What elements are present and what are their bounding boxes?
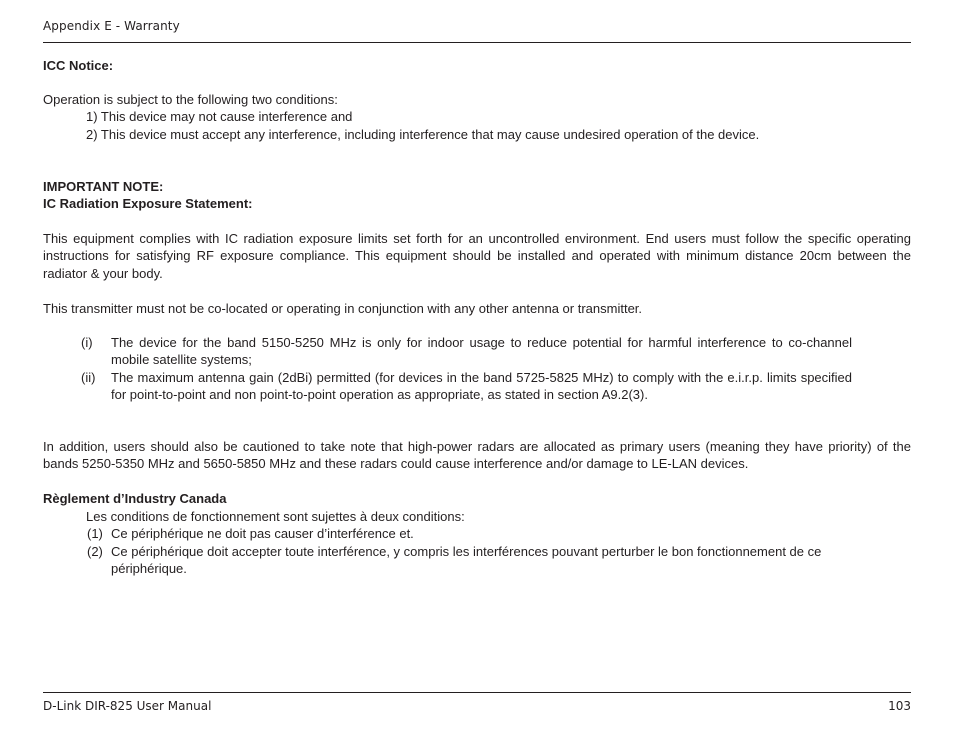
- radiation-paragraph: This equipment complies with IC radiation exposure limits set forth for an uncontrolled environment. End users must follow the specific operating instructions for satisfying RF exposure compliance. This equipment should be installed and operated with minimum distance 20cm between the radiator & your body.: [43, 231, 911, 281]
- icc-condition-1: 1) This device may not cause interference and: [86, 109, 353, 124]
- manual-title: D-Link DIR-825 User Manual: [43, 699, 212, 713]
- item-text-i: The device for the band 5150-5250 MHz is only for indoor usage to reduce potential for harmful interference to co-channel mobile satellite systems;: [111, 335, 852, 368]
- item-number-i: (i): [81, 335, 93, 350]
- icc-heading: ICC Notice:: [43, 58, 114, 73]
- canada-condition-number-2: (2): [87, 544, 103, 559]
- canada-condition-1: Ce périphérique ne doit pas causer d’interférence et.: [111, 526, 414, 541]
- colocation-paragraph: This transmitter must not be co-located or operating in conjunction with any other antenna or transmitter.: [43, 301, 643, 316]
- header-rule: [43, 42, 911, 43]
- page-number: 103: [888, 699, 911, 713]
- item-number-ii: (ii): [81, 370, 96, 385]
- footer-rule: [43, 692, 911, 693]
- item-text-ii: The maximum antenna gain (2dBi) permitted (for devices in the band 5725-5825 MHz) to comply with the e.i.r.p. limits specified for point-to-point and non point-to-point operation as appropriate, as stated in section A9.2(3).: [111, 370, 852, 403]
- radar-paragraph: In addition, users should also be cautioned to take note that high-power radars are allocated as primary users (meaning they have priority) of the bands 5250-5350 MHz and 5650-5850 MHz and these radars could cause interference and/or damage to LE-LAN devices.: [43, 439, 911, 472]
- important-note-heading: IMPORTANT NOTE:: [43, 179, 164, 194]
- icc-intro: Operation is subject to the following two conditions:: [43, 92, 338, 107]
- canada-condition-number-1: (1): [87, 526, 103, 541]
- canada-heading: Règlement d’Industry Canada: [43, 491, 227, 506]
- canada-condition-2: Ce périphérique doit accepter toute interférence, y compris les interférences pouvant perturber le bon fonctionnement de ce périphérique.: [111, 544, 822, 577]
- page-header: Appendix E - Warranty: [43, 19, 180, 33]
- canada-intro: Les conditions de fonctionnement sont sujettes à deux conditions:: [86, 509, 465, 524]
- icc-condition-2: 2) This device must accept any interference, including interference that may cause undesired operation of the device.: [86, 127, 760, 142]
- ic-radiation-heading: IC Radiation Exposure Statement:: [43, 196, 253, 211]
